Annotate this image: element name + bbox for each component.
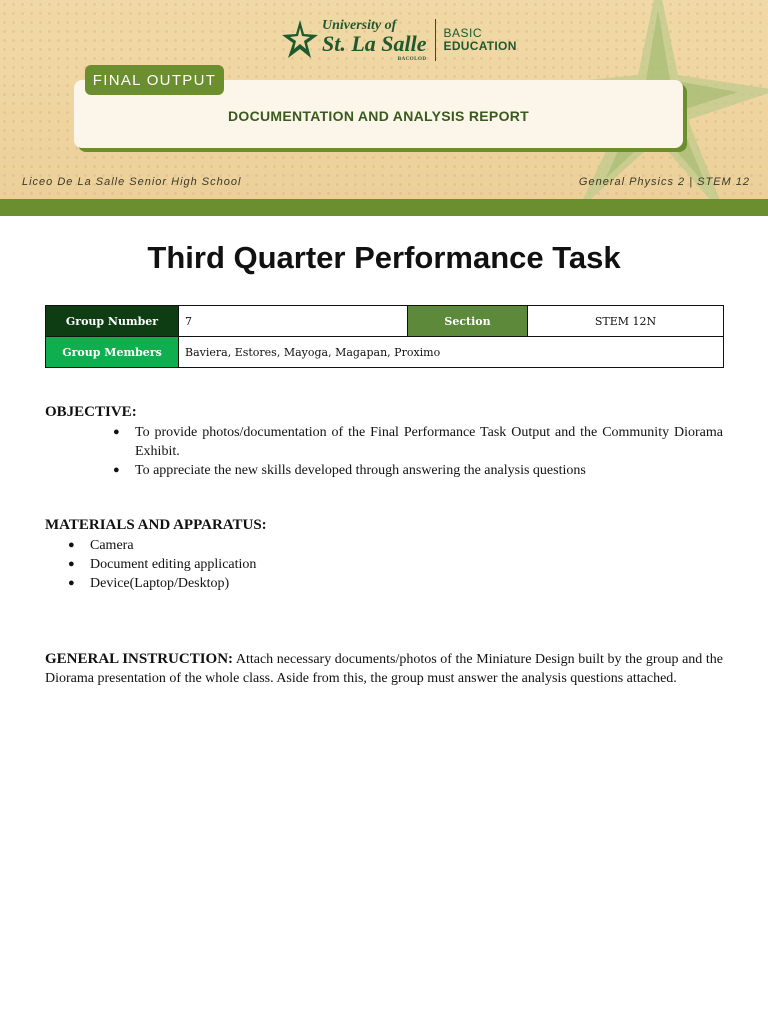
instruction-text: Attach necessary documents/photos of the Miniature Design built by the group and the Diorama presentation of the whole class. Aside from this, the group must answer the analysis questions attached. xyxy=(45,652,723,686)
materials-heading: MATERIALS AND APPARATUS: xyxy=(45,517,267,533)
group-number-label: Group Number xyxy=(46,306,179,337)
logo-line1: University of xyxy=(322,17,397,33)
lasalle-star-icon xyxy=(280,18,320,62)
materials-list xyxy=(68,536,468,593)
logo-line3: BACOLOD xyxy=(397,56,427,62)
objective-list xyxy=(113,423,723,480)
list-item: ● To appreciate the new skills developed through answering the analysis questions xyxy=(113,461,723,480)
list-item: ● Document editing application xyxy=(68,555,468,574)
course-name: General Physics 2 | STEM 12 xyxy=(578,176,750,188)
table-row xyxy=(46,306,724,337)
final-output-tag: FINAL OUTPUT xyxy=(85,65,224,95)
page-title: Third Quarter Performance Task xyxy=(147,240,621,275)
school-name: Liceo De La Salle Senior High School xyxy=(22,176,242,188)
logo-education: EDUCATION xyxy=(443,39,517,53)
objective-heading: OBJECTIVE: xyxy=(45,404,137,420)
header-banner xyxy=(0,0,768,200)
section-label: Section xyxy=(408,306,528,337)
logo-line2: St. La Salle xyxy=(322,30,427,56)
instruction-label: GENERAL INSTRUCTION: xyxy=(45,651,234,667)
report-title: DOCUMENTATION AND ANALYSIS REPORT xyxy=(227,108,530,124)
logo-basic: BASIC xyxy=(443,25,483,40)
group-members-label: Group Members xyxy=(46,337,179,368)
general-instruction xyxy=(45,650,723,688)
group-info-table xyxy=(45,305,724,368)
logo-divider xyxy=(435,19,436,61)
logo-unit xyxy=(444,27,517,53)
section-value: STEM 12N xyxy=(528,306,724,337)
group-members-value: Baviera, Estores, Mayoga, Magapan, Proximo xyxy=(179,337,724,368)
list-item: ● Device(Laptop/Desktop) xyxy=(68,574,468,593)
university-logo xyxy=(280,14,517,66)
group-number-value: 7 xyxy=(179,306,408,337)
list-item: ● Camera xyxy=(68,536,468,555)
logo-wordmark xyxy=(322,19,427,62)
table-row xyxy=(46,337,724,368)
list-item: ● To provide photos/documentation of the Final Performance Task Output and the Community Diorama Exhibit. xyxy=(113,423,723,461)
header-divider-strip xyxy=(0,199,768,216)
